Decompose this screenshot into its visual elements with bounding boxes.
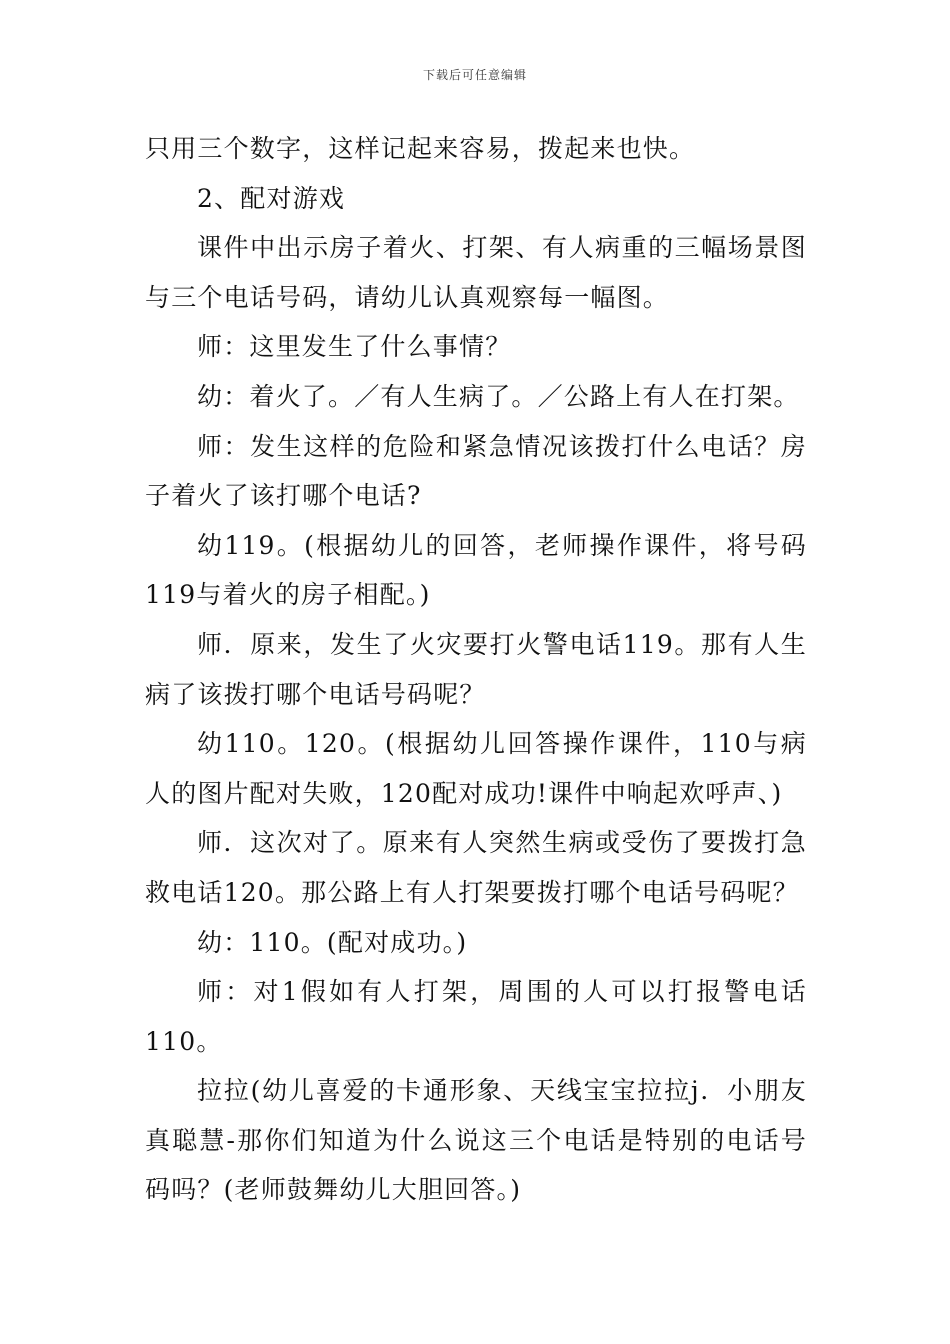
dialogue-child: 幼：110。(配对成功。): [197, 927, 468, 957]
section-heading: 2、配对游戏: [197, 183, 346, 213]
dialogue-teacher: 师：这里发生了什么事情？: [197, 332, 512, 362]
dialogue-teacher: 师：对1假如有人打架，周围的人可以打报警电话110。: [145, 977, 807, 1056]
dialogue-teacher: 师：发生这样的危险和紧急情况该拨打什么电话？房子着火了该打哪个电话?: [145, 431, 807, 511]
page-header: 下载后可任意编辑: [422, 68, 527, 82]
document-body: [145, 124, 807, 1215]
dialogue-teacher: 师．原来，发生了火灾要打火警电话119。那有人生病了该拨打哪个电话号码呢？: [145, 629, 807, 709]
dialogue-child: 幼110。120。(根据幼儿回答操作课件，110与病人的图片配对失败，120配对成功!课件中响起欢呼声、): [145, 729, 807, 808]
dialogue-child: 幼：着火了。／有人生病了。／公路上有人在打架。: [197, 381, 800, 411]
dialogue-child: 幼119。(根据幼儿的回答，老师操作课件，将号码119与着火的房子相配。): [145, 530, 807, 610]
dialogue-teacher: 师．这次对了。原来有人突然生病或受伤了要拨打急救电话120。那公路上有人打架要拨打哪个电话号码呢？: [145, 828, 807, 907]
dialogue-lala: 拉拉(幼儿喜爱的卡通形象、天线宝宝拉拉j．小朋友真聪慧-那你们知道为什么说这三个电话是特别的电话号码吗？(老师鼓舞幼儿大胆回答。): [145, 1076, 807, 1205]
paragraph: 只用三个数字，这样记起来容易，拨起来也快。: [145, 134, 696, 163]
paragraph: 课件中出示房子着火、打架、有人病重的三幅场景图与三个电话号码，请幼儿认真观察每一幅图。: [145, 233, 807, 312]
